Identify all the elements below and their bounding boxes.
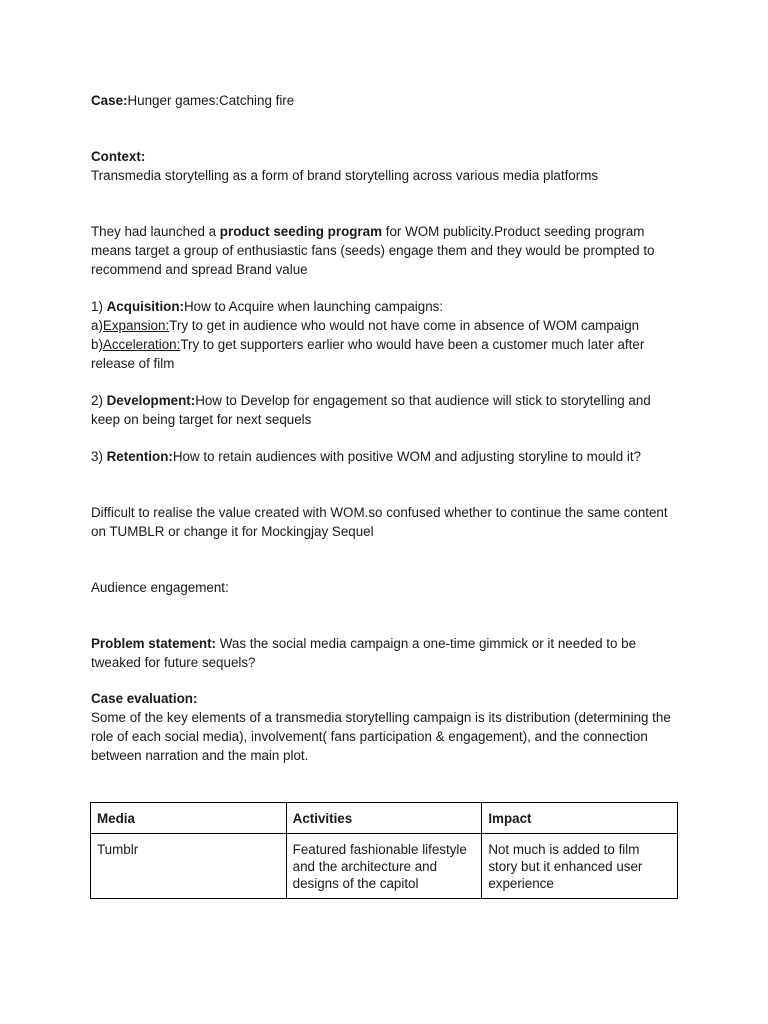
table-row — [91, 834, 678, 899]
evaluation-heading — [91, 689, 681, 708]
retention-line — [91, 447, 681, 466]
retention-text: How to retain audiences with positive WOM and adjusting storyline to mould it? — [172, 449, 641, 464]
problem-text: Was the social media campaign a one-time gimmick or it needed to be tweaked for future sequels? — [91, 636, 637, 670]
difficult-paragraph: Difficult to realise the value created with WOM.so confused whether to continue the same content on TUMBLR or change it for Mockingjay Sequel — [91, 505, 668, 539]
expansion-text: Try to get in audience who would not have come in absence of WOM campaign — [169, 318, 640, 333]
header-activities: Activities — [286, 803, 482, 834]
development-text: How to Develop for engagement so that audience will stick to storytelling and keep on being target for next sequels — [91, 393, 651, 427]
media-table — [90, 802, 678, 899]
expansion-line — [91, 316, 681, 335]
acquisition-number: 1) — [91, 299, 107, 314]
seeding-bold: product seeding program — [219, 224, 382, 239]
document-page — [91, 91, 681, 899]
cell-impact: Not much is added to film story but it enhanced user experience — [482, 834, 678, 899]
context-label: Context: — [91, 149, 146, 164]
seeding-after: for WOM publicity.Product seeding program means target a group of enthusiastic fans (seeds) engage them and they would be prompted to recommend and spread Brand value — [91, 224, 655, 277]
expansion-prefix: a) — [91, 318, 103, 333]
development-number: 2) — [91, 393, 107, 408]
case-line — [91, 91, 681, 110]
development-line — [91, 391, 681, 429]
table-header-row — [91, 803, 678, 834]
audience-engagement-heading: Audience engagement: — [91, 580, 229, 595]
acceleration-text: Try to get supporters earlier who would have been a customer much later after release of film — [91, 337, 645, 371]
context-text: Transmedia storytelling as a form of brand storytelling across various media platforms — [91, 168, 599, 183]
acceleration-prefix: b) — [91, 337, 103, 352]
development-label: Development: — [106, 393, 196, 408]
acquisition-block — [91, 297, 681, 373]
seeding-before: They had launched a — [91, 224, 220, 239]
cell-activities: Featured fashionable lifestyle and the architecture and designs of the capitol — [286, 834, 482, 899]
seeding-paragraph — [91, 222, 681, 279]
header-impact: Impact — [482, 803, 678, 834]
acceleration-label: Acceleration: — [102, 337, 181, 352]
acquisition-line — [91, 297, 681, 316]
case-label: Case: — [91, 93, 128, 108]
retention-label: Retention: — [106, 449, 173, 464]
evaluation-label: Case evaluation: — [91, 691, 198, 706]
header-media: Media — [91, 803, 287, 834]
context-heading — [91, 147, 681, 166]
case-title: Hunger games:Catching fire — [127, 93, 295, 108]
cell-media: Tumblr — [91, 834, 287, 899]
acquisition-label: Acquisition: — [106, 299, 185, 314]
expansion-label: Expansion: — [102, 318, 170, 333]
retention-number: 3) — [91, 449, 107, 464]
problem-statement — [91, 634, 681, 672]
evaluation-text: Some of the key elements of a transmedia storytelling campaign is its distribution (determining the role of each social media), involvement( fans participation & engagement), and the connection between narration and the main plot. — [91, 710, 671, 763]
acceleration-line — [91, 335, 681, 373]
problem-label: Problem statement: — [91, 636, 217, 651]
acquisition-text: How to Acquire when launching campaigns: — [184, 299, 444, 314]
